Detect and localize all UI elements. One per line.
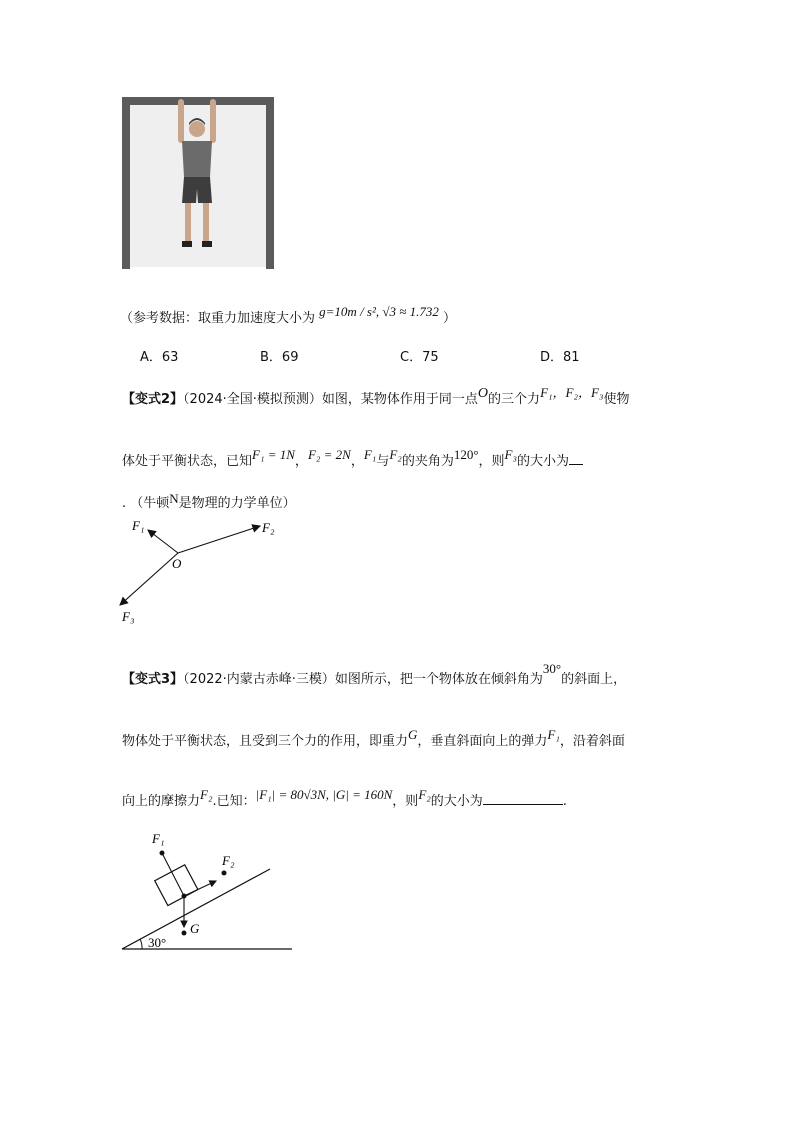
angle-label: 30° <box>148 935 167 950</box>
q2-f2-value: F₂ = 2N <box>307 447 351 462</box>
q3-tag: 【变式3】 <box>122 672 184 687</box>
reference-suffix: ） <box>443 311 457 326</box>
q2-force-diagram <box>110 510 300 630</box>
q2-unit-n: N <box>169 491 179 506</box>
q3-line-2 <box>122 727 625 749</box>
q3-text: 如图所示，把一个物体放在倾斜角为 <box>334 672 543 687</box>
q3-known-values: |F₁| = 80√3N, |G| = 160N <box>255 787 393 802</box>
f1-label: F₁ <box>132 518 145 533</box>
q2-forces: F₁，F₂，F₃ <box>540 385 604 400</box>
q3-text: 的大小为 <box>430 794 483 809</box>
q2-line-3 <box>122 492 296 511</box>
q2-point-o: O <box>477 386 489 401</box>
q2-tag: 【变式2】 <box>122 392 184 407</box>
g-label: G <box>190 921 200 936</box>
q2-text: 是物理的力学单位） <box>178 496 296 511</box>
q3-g-vector: G <box>408 727 418 742</box>
option-d[interactable] <box>540 346 580 365</box>
option-c[interactable] <box>400 346 439 365</box>
block <box>155 865 198 906</box>
q2-f1: F₁ <box>363 447 377 462</box>
q2-line-1 <box>122 385 630 408</box>
f1-arrow <box>148 530 178 553</box>
q3-text: 物体处于平衡状态，且受到三个力的作用，即重力 <box>122 734 409 749</box>
q3-angle: 30° <box>542 661 562 676</box>
o-label: O <box>172 556 182 571</box>
q2-answer-blank[interactable] <box>569 464 583 465</box>
reference-formula: g=10m / s², √3 ≈ 1.732 <box>319 304 439 319</box>
option-value: 63 <box>161 350 179 365</box>
q3-f2-vector: F₂ <box>200 787 213 802</box>
reference-prefix: （参考数据：取重力加速度大小为 <box>120 311 316 326</box>
q3-line-3 <box>122 787 567 809</box>
reference-data <box>120 304 457 326</box>
q2-angle: 120° <box>453 447 479 462</box>
option-letter: C． <box>400 350 423 365</box>
f2-arrow <box>178 526 260 553</box>
q2-text: 的夹角为 <box>401 454 454 469</box>
q2-text: 与 <box>376 454 390 469</box>
q2-text: 的三个力 <box>488 392 541 407</box>
q2-f2: F₂ <box>389 447 402 462</box>
incline-line <box>122 869 270 949</box>
f3-label: F₃ <box>122 609 135 624</box>
q2-text: 体处于平衡状态，已知 <box>122 454 253 469</box>
q3-text: ，垂直斜面向上的弹力 <box>417 734 548 749</box>
q2-text: . （牛顿 <box>122 496 170 511</box>
option-letter: D． <box>540 350 564 365</box>
q2-source: （2024·全国·模拟预测） <box>183 392 322 407</box>
option-value: 81 <box>563 350 580 365</box>
q2-text: 的大小为 <box>517 454 570 469</box>
q3-incline-diagram <box>118 825 298 955</box>
q3-text: .已知： <box>212 794 256 809</box>
q3-text: ，则 <box>392 794 419 809</box>
q3-line-1 <box>122 661 627 687</box>
f2-label: F₂ <box>222 853 235 868</box>
option-b[interactable] <box>260 346 298 365</box>
q2-line-2: 体处于平衡状态，已知F₁ = 1N，F₂ = 2N，F₁与F₂的夹角为120°，则F₃的大小为 <box>122 450 583 469</box>
q3-text: ，沿着斜面 <box>559 734 625 749</box>
f3-arrow <box>120 553 178 605</box>
q3-text: . <box>562 794 567 809</box>
q2-text: 如图，某物体作用于同一点 <box>321 392 478 407</box>
option-value: 75 <box>422 350 439 365</box>
q3-text: 向上的摩擦力 <box>122 794 201 809</box>
pull-up-illustration <box>118 95 278 273</box>
option-letter: A． <box>140 350 162 365</box>
q2-text: ，则 <box>478 454 505 469</box>
q3-f2-vector: F₂ <box>418 787 431 802</box>
option-a[interactable] <box>140 346 178 365</box>
q2-f1-value: F₁ = 1N <box>252 447 295 462</box>
q3-f1-vector: F₁ <box>547 727 560 742</box>
q2-f3: F₃ <box>504 447 518 462</box>
q3-source: （2022·内蒙古赤峰·三模） <box>183 672 335 687</box>
q3-text: 的斜面上， <box>561 672 627 687</box>
q2-text: 使物 <box>603 392 630 407</box>
q3-answer-blank[interactable] <box>483 804 563 805</box>
f2-label: F₂ <box>262 520 275 535</box>
option-value: 69 <box>281 350 299 365</box>
option-letter: B． <box>260 350 282 365</box>
f1-label: F₁ <box>152 831 165 846</box>
